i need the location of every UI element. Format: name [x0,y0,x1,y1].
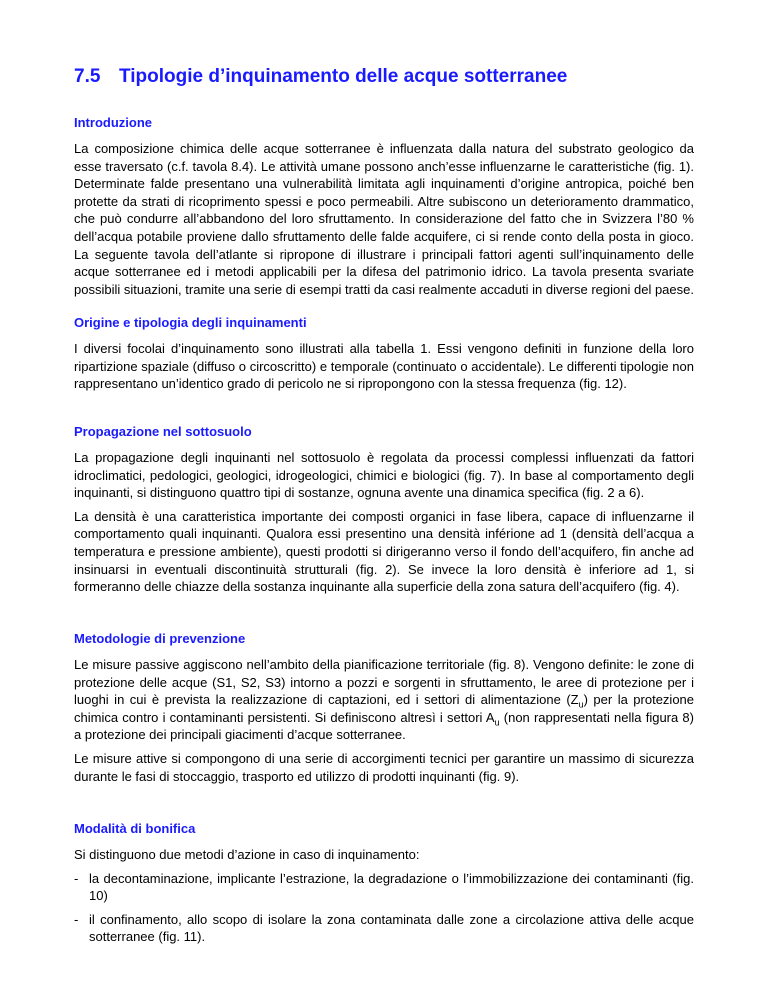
section-heading: Propagazione nel sottosuolo [74,424,252,439]
chapter-title [74,66,694,88]
paragraph: Si distinguono due metodi d’azione in caso di inquinamento: [74,847,420,862]
section-heading: Origine e tipologia degli inquinamenti [74,315,307,330]
paragraph [74,656,694,744]
section-propagazione [74,423,694,602]
chapter-title-text: Tipologie d’inquinamento delle acque sotterranee [119,66,568,87]
paragraph: Le misure attive si compongono di una serie di accorgimenti tecnici per garantire un massimo di sicurezza durante le fasi di stoccaggio, trasporto ed utilizzo di prodotti inquinanti (fig. 9). [74,750,694,784]
chapter-number: 7.5 [74,66,101,87]
list-dash: - [74,911,79,927]
subscript: u [578,699,584,710]
list-item-text: il confinamento, allo scopo di isolare la zona contaminata dalle zone a circolazione attiva delle acque sotterranee (fig. 11). [89,911,694,945]
list-item [74,870,694,905]
text-run: (non rappresentati nella figura 8) a protezione dei principali giacimenti d’acque sotterranee. [74,709,694,743]
section-introduzione [74,114,694,304]
text-run: Le misure passive aggiscono nell’ambito della pianificazione territoriale (fig. 8). Vengono definite: le zone di protezione delle acque (S1, S2, S3) intorno a pozzi e sorgenti in sfruttamento, le aree di protezione per i luoghi in cui è prevista la realizzazione di captazioni, ed i settori di alimentazione (Z [74,657,694,708]
list-item [74,911,694,946]
section-heading: Modalità di bonifica [74,821,196,836]
paragraph: La composizione chimica delle acque sotterranee è influenzata dalla natura del substrato geologico da esse traversato (c.f. tavola 8.4). Le attività umane possono anch’esse influenzarne le caratteristiche (fig. 1). Determinate falde presentano una vulnerabilità limitata agli inquinamenti d’origine antropica, poiché ben protette da strati di ricoprimento spessi e poco permeabili. Altre subiscono un deterioramento drammatico, che può condurre all’abbandono del loro sfruttamento. In considerazione del fatto che in Svizzera l’80 % dell’acqua potabile proviene dallo sfruttamento delle falde acquifere, ci si rende conto della posta in gioco. La seguente tavola dell’atlante si ripropone di illustrare i principali fattori agenti sull’inquinamento delle acque sotterranee ed i metodi applicabili per la difesa del patrimonio idrico. La tavola presenta svariate possibili situazioni, tramite una serie di esempi tratti da casi realmente accaduti in diverse regioni del paese. [74,141,694,297]
remediation-list [74,870,694,946]
section-heading: Metodologie di prevenzione [74,631,246,646]
paragraph: I diversi focolai d’inquinamento sono illustrati alla tabella 1. Essi vengono definiti in funzione della loro ripartizione spaziale (diffuso o circoscritto) e temporale (continuato o accidentale). Le differenti tipologie non rappresentano un’identico grado di pericolo ne si ripropongono con la stessa frequenza (fig. 12). [74,341,694,392]
section-heading: Introduzione [74,115,152,130]
list-item-text: la decontaminazione, implicante l’estrazione, la degradazione o l’immobilizzazione dei contaminanti (fig. 10) [89,870,694,904]
section-bonifica [74,820,694,952]
paragraph: La propagazione degli inquinanti nel sottosuolo è regolata da processi complessi influenzati da fattori idroclimatici, pedologici, geologici, idrogeologici, chimici e biologici (fig. 7). In base al comportamento degli inquinanti, si distinguono quattro tipi di sostanze, ognuna avente una dinamica specifica (fig. 2 a 6). [74,450,694,501]
text-run: ) per la protezione chimica contro i contaminanti persistenti. Si definiscono altresì i settori A [74,692,695,725]
subscript: u [494,717,500,728]
section-origine [74,314,694,399]
list-dash: - [74,870,79,886]
section-prevenzione [74,630,694,791]
paragraph: La densità è una caratteristica importante dei composti organici in fase libera, capace di influenzarne il comportamento quali inquinanti. Qualora essi presentino una densità inférione ad 1 (densità dell’acqua a temperatura e pressione ambiente), questi prodotti si dirigeranno verso il fondo dell’acquifero, fin anche ad insinuarsi in eventuali discontinuità strutturali (fig. 2). Se invece la loro densità è inferiore ad 1, si formeranno delle chiazze della sostanza inquinante alla superficie della zona satura dell’acquifero (fig. 4). [74,508,694,595]
